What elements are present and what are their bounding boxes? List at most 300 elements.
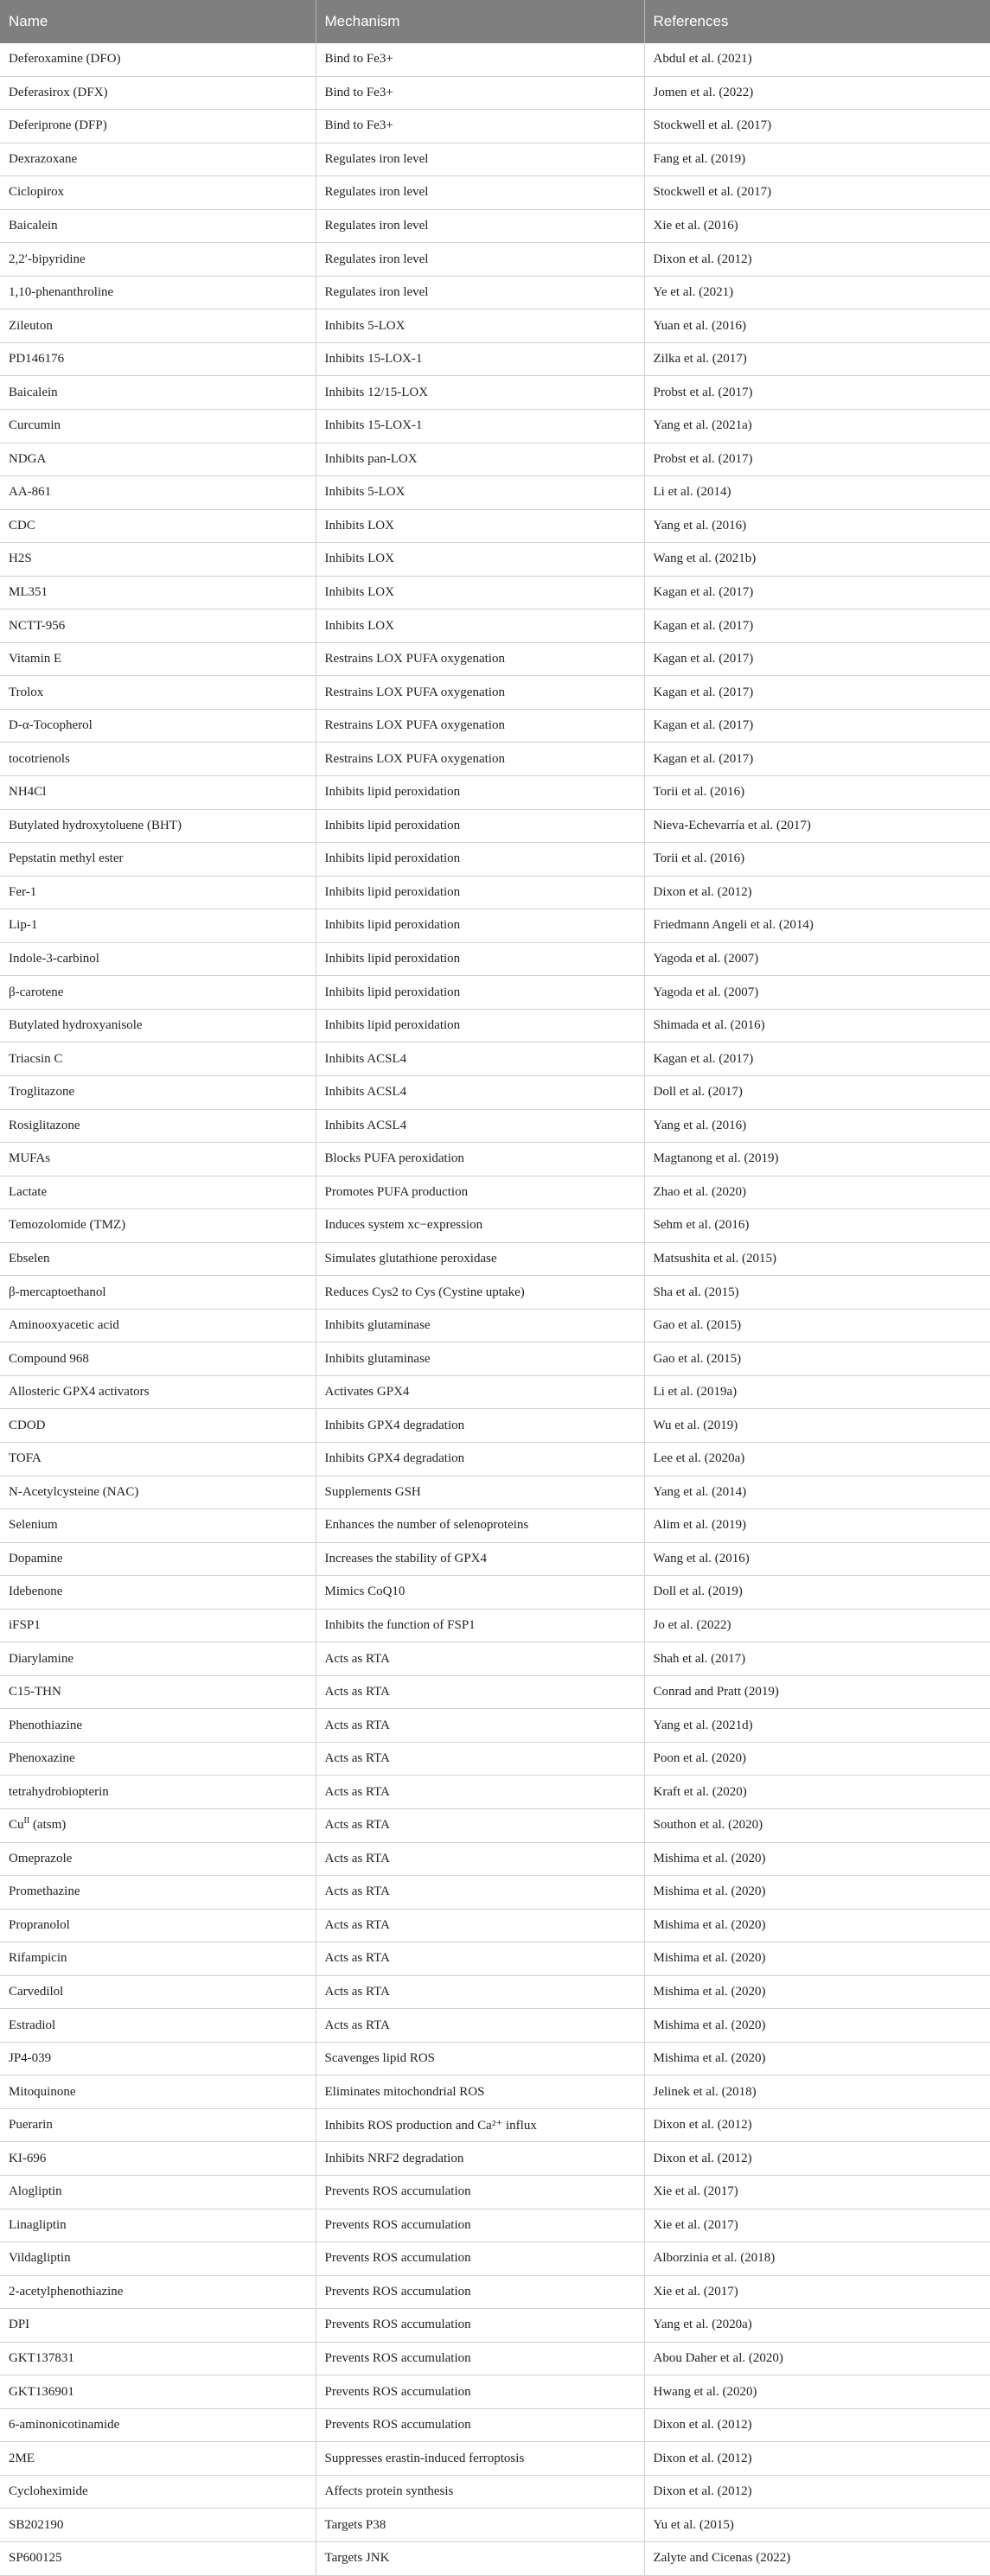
cell-reference: Magtanong et al. (2019) — [644, 1143, 990, 1176]
cell-mechanism: Inhibits ACSL4 — [316, 1043, 644, 1076]
cell-name: Triacsin C — [0, 1043, 316, 1076]
cell-mechanism: Blocks PUFA peroxidation — [316, 1143, 644, 1176]
cell-reference: Doll et al. (2017) — [644, 1075, 990, 1109]
table-row — [0, 2542, 990, 2576]
cell-name: Aminooxyacetic acid — [0, 1309, 316, 1342]
table-row — [0, 2309, 990, 2343]
table-row — [0, 476, 990, 510]
cell-mechanism: Suppresses erastin-induced ferroptosis — [316, 2442, 644, 2476]
table-row — [0, 376, 990, 410]
cell-mechanism: Inhibits lipid peroxidation — [316, 1009, 644, 1043]
table-header — [0, 0, 990, 43]
cell-mechanism: Enhances the number of selenoproteins — [316, 1509, 644, 1543]
cell-reference: Yang et al. (2020a) — [644, 2309, 990, 2343]
cell-mechanism: Inhibits lipid peroxidation — [316, 976, 644, 1010]
table-row — [0, 1642, 990, 1676]
table-row — [0, 1542, 990, 1576]
cell-name: Baicalein — [0, 209, 316, 243]
table-row — [0, 2075, 990, 2109]
cell-mechanism: Inhibits lipid peroxidation — [316, 809, 644, 843]
cell-reference: Xie et al. (2016) — [644, 209, 990, 243]
cell-reference: Probst et al. (2017) — [644, 443, 990, 476]
cell-name: CDC — [0, 509, 316, 543]
cell-reference: Southon et al. (2020) — [644, 1808, 990, 1842]
table-row — [0, 2209, 990, 2242]
cell-mechanism: Inhibits NRF2 degradation — [316, 2142, 644, 2176]
cell-mechanism: Inhibits lipid peroxidation — [316, 942, 644, 976]
header-row — [0, 0, 990, 43]
cell-mechanism: Affects protein synthesis — [316, 2475, 644, 2509]
cell-reference: Mishima et al. (2020) — [644, 1942, 990, 1976]
table-row — [0, 2042, 990, 2075]
cell-name: Baicalein — [0, 376, 316, 410]
cell-reference: Xie et al. (2017) — [644, 2176, 990, 2209]
cell-reference: Hwang et al. (2020) — [644, 2375, 990, 2409]
cell-reference: Dixon et al. (2012) — [644, 2142, 990, 2176]
cell-mechanism: Inhibits ACSL4 — [316, 1109, 644, 1143]
table-row — [0, 1509, 990, 1543]
cell-name: NH4Cl — [0, 776, 316, 810]
table-row — [0, 1609, 990, 1642]
table-row — [0, 2375, 990, 2409]
cell-name: Indole-3-carbinol — [0, 942, 316, 976]
cell-name: Carvedilol — [0, 1975, 316, 2009]
table-row — [0, 576, 990, 609]
cell-mechanism: Restrains LOX PUFA oxygenation — [316, 642, 644, 676]
cell-mechanism: Increases the stability of GPX4 — [316, 1542, 644, 1576]
cell-reference: Li et al. (2019a) — [644, 1375, 990, 1409]
cell-mechanism: Acts as RTA — [316, 1709, 644, 1743]
cell-mechanism: Prevents ROS accumulation — [316, 2176, 644, 2209]
cell-mechanism: Regulates iron level — [316, 143, 644, 176]
cell-reference: Shimada et al. (2016) — [644, 1009, 990, 1043]
cell-mechanism: Scavenges lipid ROS — [316, 2042, 644, 2075]
cell-name: 6-aminonicotinamide — [0, 2408, 316, 2442]
cell-mechanism: Regulates iron level — [316, 243, 644, 277]
cell-name: Trolox — [0, 676, 316, 710]
column-header-name: Name — [0, 0, 316, 43]
cell-mechanism: Acts as RTA — [316, 1675, 644, 1709]
cell-name: Puerarin — [0, 2108, 316, 2142]
cell-mechanism: Acts as RTA — [316, 1876, 644, 1910]
cell-mechanism: Inhibits lipid peroxidation — [316, 776, 644, 810]
table-row — [0, 2442, 990, 2476]
cell-mechanism: Inhibits 5-LOX — [316, 309, 644, 343]
cell-mechanism: Inhibits GPX4 degradation — [316, 1442, 644, 1476]
table-row — [0, 976, 990, 1010]
cell-mechanism: Regulates iron level — [316, 176, 644, 210]
cell-name: Compound 968 — [0, 1342, 316, 1376]
table-row — [0, 776, 990, 810]
cell-mechanism: Prevents ROS accumulation — [316, 2408, 644, 2442]
table-row — [0, 1276, 990, 1310]
cell-mechanism: Inhibits 15-LOX-1 — [316, 410, 644, 443]
cell-mechanism: Regulates iron level — [316, 276, 644, 309]
cell-name: Promethazine — [0, 1876, 316, 1910]
table-body — [0, 43, 990, 2575]
table-row — [0, 1375, 990, 1409]
cell-reference: Dixon et al. (2012) — [644, 243, 990, 277]
cell-name: Phenothiazine — [0, 1709, 316, 1743]
table-row — [0, 410, 990, 443]
cell-mechanism: Prevents ROS accumulation — [316, 2309, 644, 2343]
table-row — [0, 2342, 990, 2375]
cell-reference: Gao et al. (2015) — [644, 1309, 990, 1342]
cell-reference: Kagan et al. (2017) — [644, 576, 990, 609]
table-row — [0, 709, 990, 743]
cell-name: iFSP1 — [0, 1609, 316, 1642]
table-row — [0, 176, 990, 210]
cell-name: Troglitazone — [0, 1075, 316, 1109]
cell-reference: Friedmann Angeli et al. (2014) — [644, 909, 990, 943]
cell-mechanism: Prevents ROS accumulation — [316, 2275, 644, 2309]
cell-mechanism: Acts as RTA — [316, 1975, 644, 2009]
table-row — [0, 1709, 990, 1743]
cell-name: D-α-Tocopherol — [0, 709, 316, 743]
cell-name: Omeprazole — [0, 1842, 316, 1876]
cell-name: Idebenone — [0, 1576, 316, 1610]
cell-name: Selenium — [0, 1509, 316, 1543]
cell-reference: Lee et al. (2020a) — [644, 1442, 990, 1476]
cell-reference: Mishima et al. (2020) — [644, 2042, 990, 2075]
cell-reference: Yang et al. (2014) — [644, 1476, 990, 1509]
table-row — [0, 942, 990, 976]
cell-reference: Abdul et al. (2021) — [644, 43, 990, 76]
cell-mechanism: Inhibits LOX — [316, 543, 644, 577]
cell-name: GKT137831 — [0, 2342, 316, 2375]
table-row — [0, 2275, 990, 2309]
cell-name: KI-696 — [0, 2142, 316, 2176]
cell-name: NCTT-956 — [0, 609, 316, 643]
cell-reference: Mishima et al. (2020) — [644, 1876, 990, 1910]
cell-name: Butylated hydroxyanisole — [0, 1009, 316, 1043]
cell-mechanism: Inhibits pan-LOX — [316, 443, 644, 476]
cell-reference: Gao et al. (2015) — [644, 1342, 990, 1376]
cell-mechanism: Restrains LOX PUFA oxygenation — [316, 676, 644, 710]
cell-name: Cycloheximide — [0, 2475, 316, 2509]
cell-name: Lactate — [0, 1176, 316, 1209]
cell-name: Ciclopirox — [0, 176, 316, 210]
cell-mechanism: Inhibits GPX4 degradation — [316, 1409, 644, 1443]
cell-mechanism: Regulates iron level — [316, 209, 644, 243]
cell-reference: Yang et al. (2021d) — [644, 1709, 990, 1743]
cell-mechanism: Inhibits 12/15-LOX — [316, 376, 644, 410]
cell-name: Zileuton — [0, 309, 316, 343]
table-row — [0, 1075, 990, 1109]
cell-reference: Yang et al. (2016) — [644, 1109, 990, 1143]
cell-name: Diarylamine — [0, 1642, 316, 1676]
cell-reference: Dixon et al. (2012) — [644, 876, 990, 909]
cell-reference: Kagan et al. (2017) — [644, 676, 990, 710]
table-row — [0, 1043, 990, 1076]
cell-name: 2ME — [0, 2442, 316, 2476]
cell-mechanism: Inhibits glutaminase — [316, 1342, 644, 1376]
table-row — [0, 143, 990, 176]
cell-reference: Kagan et al. (2017) — [644, 1043, 990, 1076]
table-row — [0, 342, 990, 376]
cell-mechanism: Eliminates mitochondrial ROS — [316, 2075, 644, 2109]
cell-reference: Yuan et al. (2016) — [644, 309, 990, 343]
cell-reference: Sha et al. (2015) — [644, 1276, 990, 1310]
table-row — [0, 2475, 990, 2509]
cell-reference: Zalyte and Cicenas (2022) — [644, 2542, 990, 2576]
cell-reference: Shah et al. (2017) — [644, 1642, 990, 1676]
cell-reference: Nieva-Echevarría et al. (2017) — [644, 809, 990, 843]
cell-mechanism: Acts as RTA — [316, 1909, 644, 1942]
cell-reference: Mishima et al. (2020) — [644, 2009, 990, 2043]
table-row — [0, 1808, 990, 1842]
table-row — [0, 76, 990, 110]
table-row — [0, 1476, 990, 1509]
table-row — [0, 43, 990, 76]
table-row — [0, 909, 990, 943]
cell-name: NDGA — [0, 443, 316, 476]
cell-reference: Wu et al. (2019) — [644, 1409, 990, 1443]
cell-name: Propranolol — [0, 1909, 316, 1942]
table-row — [0, 276, 990, 309]
cell-name: N-Acetylcysteine (NAC) — [0, 1476, 316, 1509]
table-row — [0, 2509, 990, 2542]
cell-name: Estradiol — [0, 2009, 316, 2043]
cell-reference: Torii et al. (2016) — [644, 843, 990, 877]
cell-name: Dexrazoxane — [0, 143, 316, 176]
cell-mechanism: Targets P38 — [316, 2509, 644, 2542]
cell-mechanism: Acts as RTA — [316, 2009, 644, 2043]
table-row — [0, 1342, 990, 1376]
table-row — [0, 1876, 990, 1910]
cell-name: AA-861 — [0, 476, 316, 510]
column-header-mechanism: Mechanism — [316, 0, 644, 43]
table-row — [0, 2142, 990, 2176]
table-row — [0, 1776, 990, 1809]
cell-name: Alogliptin — [0, 2176, 316, 2209]
table-row — [0, 876, 990, 909]
cell-mechanism: Prevents ROS accumulation — [316, 2209, 644, 2242]
cell-mechanism: Acts as RTA — [316, 1808, 644, 1842]
cell-name: Rifampicin — [0, 1942, 316, 1976]
table-row — [0, 1143, 990, 1176]
cell-name: tetrahydrobiopterin — [0, 1776, 316, 1809]
cell-name: Dopamine — [0, 1542, 316, 1576]
cell-name: Vildagliptin — [0, 2242, 316, 2276]
cell-reference: Stockwell et al. (2017) — [644, 110, 990, 143]
cell-name: Deferoxamine (DFO) — [0, 43, 316, 76]
cell-name: Deferiprone (DFP) — [0, 110, 316, 143]
cell-mechanism: Inhibits lipid peroxidation — [316, 909, 644, 943]
cell-name: $Cu^{II}$ (atsm) — [0, 1808, 316, 1842]
cell-mechanism: Induces system xc−expression — [316, 1209, 644, 1243]
cell-reference: Alim et al. (2019) — [644, 1509, 990, 1543]
table-row — [0, 676, 990, 710]
table-row — [0, 1576, 990, 1610]
table-row — [0, 743, 990, 776]
cell-reference: Yu et al. (2015) — [644, 2509, 990, 2542]
cell-reference: Alborzinia et al. (2018) — [644, 2242, 990, 2276]
oxidation-state-superscript: II — [23, 1816, 30, 1827]
cell-mechanism: Supplements GSH — [316, 1476, 644, 1509]
cell-name: Fer-1 — [0, 876, 316, 909]
cell-reference: Dixon et al. (2012) — [644, 2108, 990, 2142]
cell-name: C15-THN — [0, 1675, 316, 1709]
cell-reference: Conrad and Pratt (2019) — [644, 1675, 990, 1709]
table-row — [0, 2176, 990, 2209]
cell-reference: Torii et al. (2016) — [644, 776, 990, 810]
cell-name: ML351 — [0, 576, 316, 609]
cell-reference: Ye et al. (2021) — [644, 276, 990, 309]
table-row — [0, 243, 990, 277]
cell-name: JP4-039 — [0, 2042, 316, 2075]
cell-reference: Kraft et al. (2020) — [644, 1776, 990, 1809]
cell-name: Allosteric GPX4 activators — [0, 1375, 316, 1409]
cell-reference: Zilka et al. (2017) — [644, 342, 990, 376]
cell-mechanism: Acts as RTA — [316, 1642, 644, 1676]
cell-mechanism: Acts as RTA — [316, 1942, 644, 1976]
table-row — [0, 1675, 990, 1709]
cell-reference: Wang et al. (2021b) — [644, 543, 990, 577]
cell-name: Pepstatin methyl ester — [0, 843, 316, 877]
cell-reference: Stockwell et al. (2017) — [644, 176, 990, 210]
cell-name: CDOD — [0, 1409, 316, 1443]
cell-name: Deferasirox (DFX) — [0, 76, 316, 110]
table-row — [0, 2108, 990, 2142]
cell-name: Lip-1 — [0, 909, 316, 943]
cell-mechanism: Activates GPX4 — [316, 1375, 644, 1409]
cell-mechanism: Acts as RTA — [316, 1742, 644, 1776]
cell-mechanism: Bind to Fe3+ — [316, 110, 644, 143]
table-row — [0, 1209, 990, 1243]
cell-name: Curcumin — [0, 410, 316, 443]
cell-name: β-mercaptoethanol — [0, 1276, 316, 1310]
table-row — [0, 1442, 990, 1476]
cell-name: PD146176 — [0, 342, 316, 376]
cell-name: MUFAs — [0, 1143, 316, 1176]
table-row — [0, 209, 990, 243]
cell-mechanism: Inhibits glutaminase — [316, 1309, 644, 1342]
cell-mechanism: Inhibits LOX — [316, 609, 644, 643]
cell-name: H2S — [0, 543, 316, 577]
cell-reference: Kagan et al. (2017) — [644, 709, 990, 743]
table-row — [0, 809, 990, 843]
cell-reference: Sehm et al. (2016) — [644, 1209, 990, 1243]
cell-name: GKT136901 — [0, 2375, 316, 2409]
table-row — [0, 1942, 990, 1976]
cell-mechanism: Inhibits LOX — [316, 509, 644, 543]
table-row — [0, 1975, 990, 2009]
table-row — [0, 1176, 990, 1209]
table-row — [0, 2242, 990, 2276]
cell-reference: Yagoda et al. (2007) — [644, 942, 990, 976]
cell-reference: Xie et al. (2017) — [644, 2275, 990, 2309]
cell-mechanism: Simulates glutathione peroxidase — [316, 1242, 644, 1276]
cell-mechanism: Bind to Fe3+ — [316, 43, 644, 76]
cell-reference: Dixon et al. (2012) — [644, 2408, 990, 2442]
cell-name: DPI — [0, 2309, 316, 2343]
cell-name: Phenoxazine — [0, 1742, 316, 1776]
cell-reference: Mishima et al. (2020) — [644, 1975, 990, 2009]
cell-reference: Doll et al. (2019) — [644, 1576, 990, 1610]
cell-name: Butylated hydroxytoluene (BHT) — [0, 809, 316, 843]
cell-name: Linagliptin — [0, 2209, 316, 2242]
table-row — [0, 110, 990, 143]
cell-reference: Mishima et al. (2020) — [644, 1842, 990, 1876]
cell-mechanism: Promotes PUFA production — [316, 1176, 644, 1209]
table-row — [0, 1109, 990, 1143]
cell-reference: Poon et al. (2020) — [644, 1742, 990, 1776]
cell-reference: Matsushita et al. (2015) — [644, 1242, 990, 1276]
table-row — [0, 1842, 990, 1876]
cell-reference: Abou Daher et al. (2020) — [644, 2342, 990, 2375]
cell-reference: Kagan et al. (2017) — [644, 743, 990, 776]
table-row — [0, 1009, 990, 1043]
cell-mechanism: Inhibits LOX — [316, 576, 644, 609]
table-row — [0, 509, 990, 543]
cell-reference: Wang et al. (2016) — [644, 1542, 990, 1576]
table-row — [0, 1242, 990, 1276]
cell-mechanism: Inhibits 15-LOX-1 — [316, 342, 644, 376]
cell-reference: Probst et al. (2017) — [644, 376, 990, 410]
cell-name: Temozolomide (TMZ) — [0, 1209, 316, 1243]
table-row — [0, 2408, 990, 2442]
column-header-references: References — [644, 0, 990, 43]
table-row — [0, 642, 990, 676]
cell-mechanism: Restrains LOX PUFA oxygenation — [316, 709, 644, 743]
cell-reference: Mishima et al. (2020) — [644, 1909, 990, 1942]
cell-reference: Kagan et al. (2017) — [644, 609, 990, 643]
table-row — [0, 543, 990, 577]
cell-name: tocotrienols — [0, 743, 316, 776]
table-row — [0, 443, 990, 476]
cell-mechanism: Restrains LOX PUFA oxygenation — [316, 743, 644, 776]
cell-mechanism: Inhibits lipid peroxidation — [316, 843, 644, 877]
cell-reference: Jomen et al. (2022) — [644, 76, 990, 110]
cell-reference: Yang et al. (2016) — [644, 509, 990, 543]
cell-reference: Fang et al. (2019) — [644, 143, 990, 176]
cell-reference: Li et al. (2014) — [644, 476, 990, 510]
cell-name: TOFA — [0, 1442, 316, 1476]
table-row — [0, 609, 990, 643]
cell-mechanism: Prevents ROS accumulation — [316, 2375, 644, 2409]
cell-reference: Jo et al. (2022) — [644, 1609, 990, 1642]
cell-name: Rosiglitazone — [0, 1109, 316, 1143]
cell-name: Vitamin E — [0, 642, 316, 676]
cell-mechanism: Targets JNK — [316, 2542, 644, 2576]
cell-name: 1,10-phenanthroline — [0, 276, 316, 309]
cell-mechanism: Inhibits 5-LOX — [316, 476, 644, 510]
cell-reference: Kagan et al. (2017) — [644, 642, 990, 676]
table-row — [0, 1409, 990, 1443]
cell-name: Ebselen — [0, 1242, 316, 1276]
cell-mechanism: Prevents ROS accumulation — [316, 2242, 644, 2276]
cell-reference: Yagoda et al. (2007) — [644, 976, 990, 1010]
cell-mechanism: Inhibits lipid peroxidation — [316, 876, 644, 909]
cell-mechanism: Acts as RTA — [316, 1842, 644, 1876]
cell-name: 2-acetylphenothiazine — [0, 2275, 316, 2309]
cell-mechanism: Reduces Cys2 to Cys (Cystine uptake) — [316, 1276, 644, 1310]
cell-mechanism: Bind to Fe3+ — [316, 76, 644, 110]
cell-reference: Dixon et al. (2012) — [644, 2442, 990, 2476]
cell-mechanism: Prevents ROS accumulation — [316, 2342, 644, 2375]
cell-mechanism: Inhibits ACSL4 — [316, 1075, 644, 1109]
table-row — [0, 1309, 990, 1342]
cell-mechanism: Inhibits ROS production and Ca²⁺ influx — [316, 2108, 644, 2142]
cell-mechanism: Inhibits the function of FSP1 — [316, 1609, 644, 1642]
cell-reference: Xie et al. (2017) — [644, 2209, 990, 2242]
cell-name: SB202190 — [0, 2509, 316, 2542]
table-row — [0, 309, 990, 343]
cell-mechanism: Acts as RTA — [316, 1776, 644, 1809]
cell-name: Mitoquinone — [0, 2075, 316, 2109]
table-row — [0, 843, 990, 877]
